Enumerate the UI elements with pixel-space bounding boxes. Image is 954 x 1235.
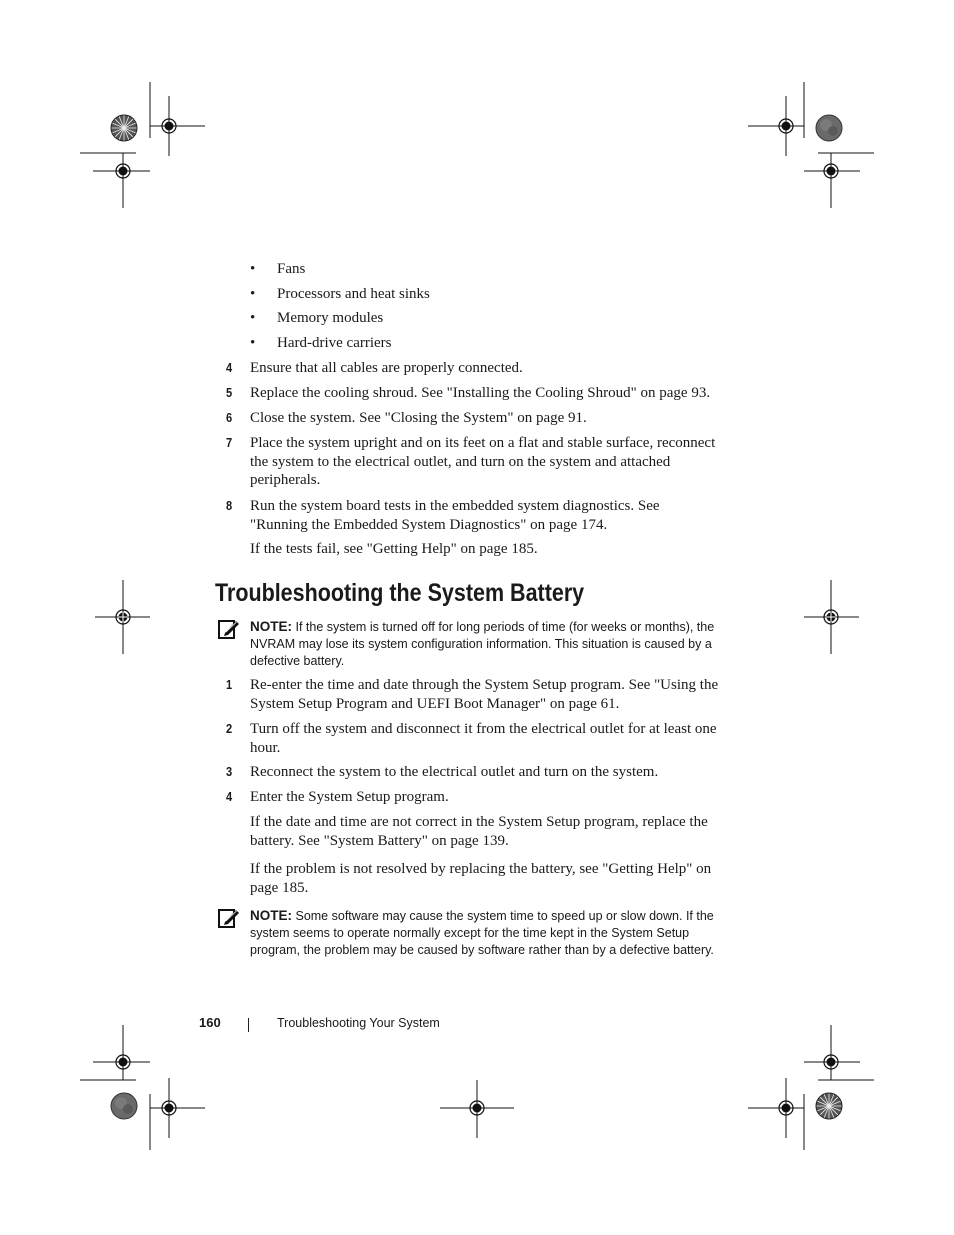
step-number: 1: [226, 677, 233, 692]
bullet-symbol: •: [250, 335, 256, 351]
note-pencil-icon: [218, 907, 240, 929]
step-number: 6: [226, 410, 233, 425]
note-text: Some software may cause the system time to speed up or slow down. If the system seems to operate normally except for the time kept in the System Setup program, the problem may be caused by software rather than by a defective battery.: [250, 909, 714, 957]
note-label: NOTE:: [250, 619, 292, 634]
list-item-text: Hard-drive carriers: [277, 335, 392, 351]
step-number: 8: [226, 498, 233, 513]
step-text: Turn off the system and disconnect it from the electrical outlet for at least one hour.: [250, 721, 717, 756]
step-text: Reconnect the system to the electrical outlet and turn on the system.: [250, 764, 659, 780]
paragraph-not-resolved: If the problem is not resolved by replacing the battery, see "Getting Help" on page 185.: [250, 861, 712, 896]
bullet-symbol: •: [250, 286, 256, 302]
note-label: NOTE:: [250, 908, 292, 923]
note-body: [250, 907, 720, 959]
list-item-text: Processors and heat sinks: [277, 286, 430, 302]
step-number: 5: [226, 385, 233, 400]
page-number: 160: [199, 1015, 221, 1030]
note-pencil-icon: [218, 618, 240, 640]
step-number: 2: [226, 721, 233, 736]
step-text: Ensure that all cables are properly connected.: [250, 360, 523, 376]
step-number: 4: [226, 360, 233, 375]
paragraph-date-time: If the date and time are not correct in the System Setup program, replace the battery. See "System Battery" on page 139.: [250, 814, 708, 849]
step-text: Run the system board tests in the embedded system diagnostics. See "Running the Embedded System Diagnostics" on page 174.: [250, 498, 660, 533]
list-item-text: Fans: [277, 261, 306, 277]
list-item-text: Memory modules: [277, 310, 384, 326]
footer-divider: [248, 1018, 249, 1032]
step-text: Replace the cooling shroud. See "Installing the Cooling Shroud" on page 93.: [250, 385, 711, 401]
step-text: Enter the System Setup program.: [250, 789, 449, 805]
note-text: If the system is turned off for long periods of time (for weeks or months), the NVRAM may lose its system configuration information. This situation is caused by a defective battery.: [250, 620, 715, 668]
bullet-symbol: •: [250, 310, 256, 326]
step-number: 7: [226, 435, 233, 450]
step-text: Re-enter the time and date through the System Setup program. See "Using the System Setup Program and UEFI Boot Manager" on page 61.: [250, 677, 719, 712]
footer-section-title: Troubleshooting Your System: [277, 1016, 440, 1030]
section-heading: Troubleshooting the System Battery: [215, 579, 585, 607]
note-body: [250, 618, 720, 670]
step-number: 3: [226, 764, 233, 779]
step-text: Close the system. See "Closing the System" on page 91.: [250, 410, 587, 426]
step-number: 4: [226, 789, 233, 804]
bullet-symbol: •: [250, 261, 256, 277]
step-text: Place the system upright and on its feet on a flat and stable surface, reconnect the system to the electrical outlet, and turn on the system and attached peripherals.: [250, 435, 716, 488]
paragraph-tests-fail: If the tests fail, see "Getting Help" on page 185.: [250, 541, 538, 557]
